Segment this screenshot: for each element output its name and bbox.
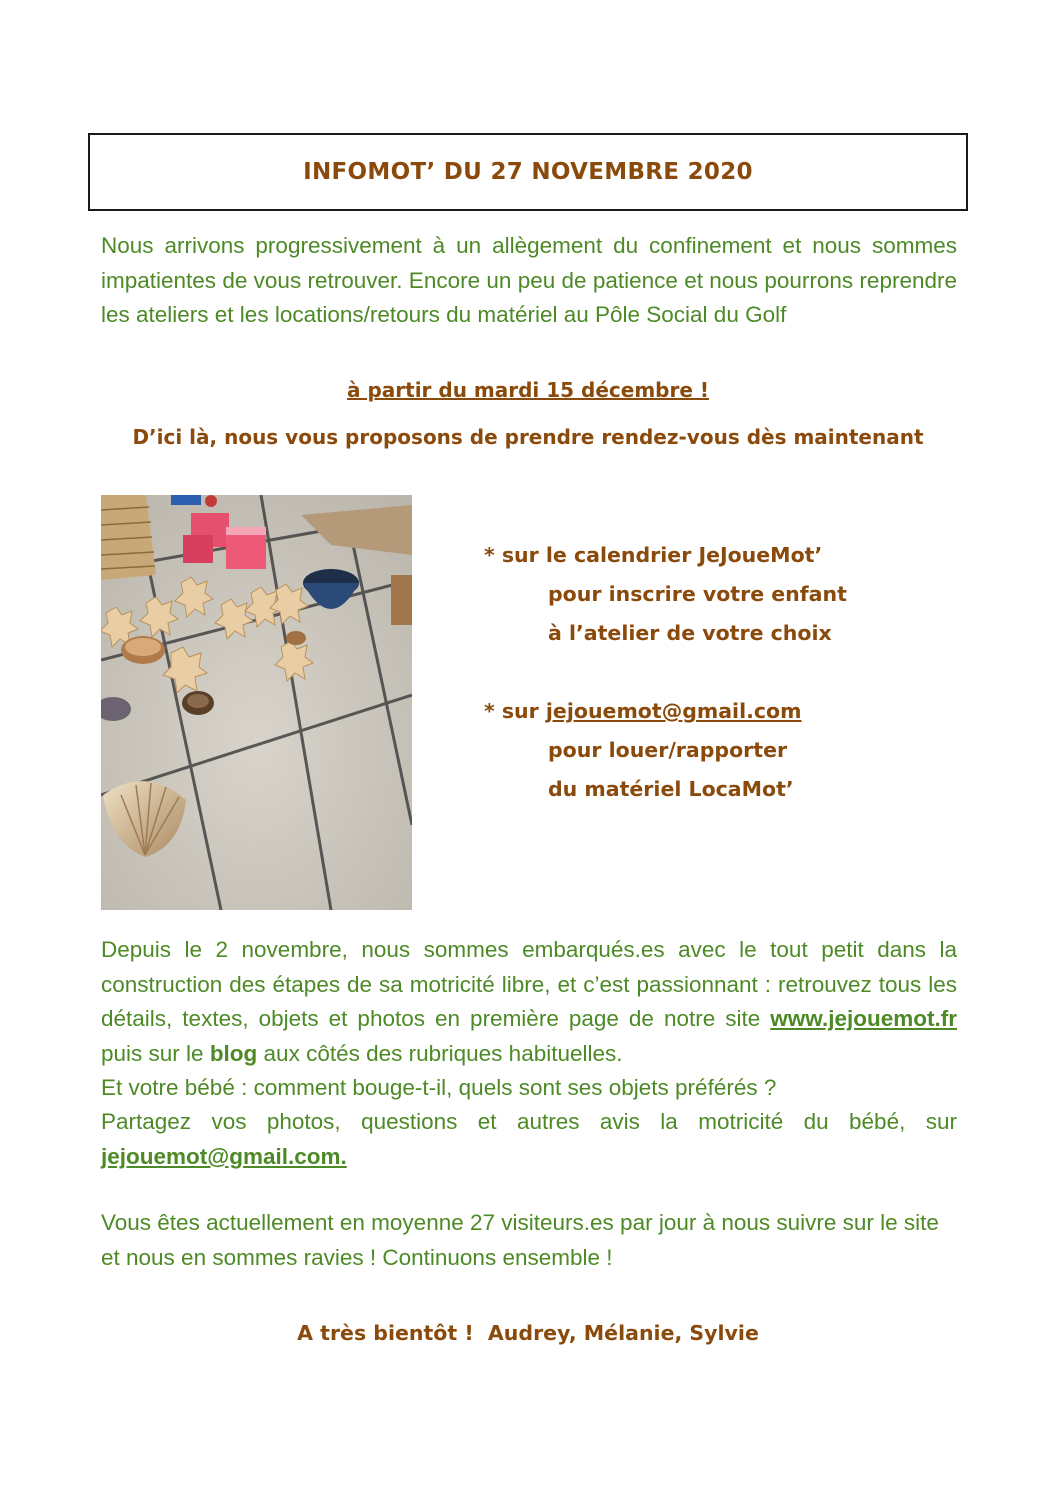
email-option-link[interactable]: jejouemot@gmail.com: [545, 699, 802, 723]
motricite-end: aux côtés des rubriques habituelles.: [257, 1040, 623, 1066]
share-email-link[interactable]: jejouemot@gmail.com.: [101, 1144, 347, 1169]
signature: A très bientôt ! Audrey, Mélanie, Sylvie: [297, 1321, 759, 1345]
share-email-line: [101, 1140, 957, 1175]
date-line: à partir du mardi 15 décembre !: [347, 378, 709, 402]
site-link[interactable]: www.jejouemot.fr: [770, 1006, 957, 1031]
toys-photo: [101, 495, 412, 910]
bebe-question: Et votre bébé : comment bouge-t-il, quels sont ses objets préférés ?: [101, 1075, 777, 1100]
motricite-paragraph: [101, 933, 957, 1071]
blog-link[interactable]: blog: [209, 1040, 258, 1066]
visitors-paragraph: Vous êtes actuellement en moyenne 27 visiteurs.es par jour à nous suivre sur le site et nous en sommes ravies ! Continuons ensemble !: [101, 1210, 939, 1270]
calendar-option-line1: * sur le calendrier JeJoueMot’: [484, 543, 823, 567]
calendar-option-line3: à l’atelier de votre choix: [548, 621, 832, 645]
calendar-option-line2: pour inscrire votre enfant: [548, 582, 847, 606]
email-option-line3: du matériel LocaMot’: [548, 777, 794, 801]
email-option-line2: pour louer/rapporter: [548, 738, 788, 762]
motricite-mid: puis sur le: [101, 1040, 210, 1066]
rdv-line: D’ici là, nous vous proposons de prendre rendez-vous dès maintenant: [132, 425, 924, 449]
intro-paragraph: Nous arrivons progressivement à un allègement du confinement et nous sommes impatientes de vous retrouver. Encore un peu de patience et nous pourrons reprendre les ateliers et les locations/retours du matériel au Pôle Social du Golf: [101, 233, 957, 327]
share-line: Partagez vos photos, questions et autres avis la motricité du bébé, sur: [101, 1109, 957, 1134]
motricite-text: Depuis le 2 novembre, nous sommes embarqués.es avec le tout petit dans la construction des étapes de sa motricité libre, et c’est passionnant : retrouvez tous les détails, textes, objets et photos en première page de notre site: [101, 937, 957, 1031]
page-title: INFOMOT’ DU 27 NOVEMBRE 2020: [88, 133, 968, 211]
email-option-line1: [484, 699, 802, 723]
email-option-prefix: * sur: [484, 699, 546, 723]
toys-photo-illustration: [101, 495, 412, 910]
